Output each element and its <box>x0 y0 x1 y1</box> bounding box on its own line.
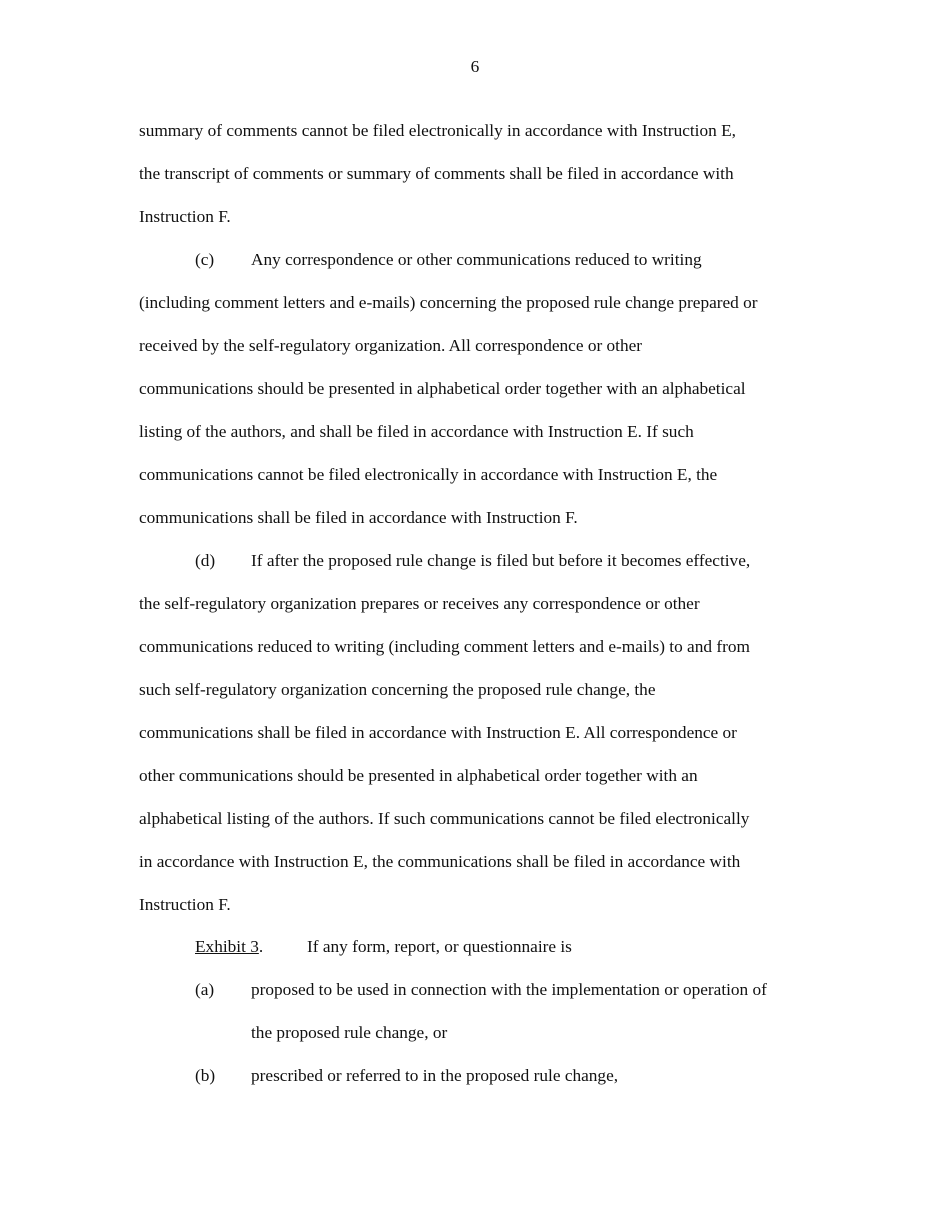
text-line: listing of the authors, and shall be filed in accordance with Instruction E. If such <box>139 422 694 441</box>
text-line: in accordance with Instruction E, the communications shall be filed in accordance with <box>139 852 741 871</box>
paragraph-label-d: (d) <box>195 551 216 570</box>
text-line: (including comment letters and e-mails) concerning the proposed rule change prepared or <box>139 293 758 312</box>
exhibit-3-title: Exhibit 3 <box>195 937 259 956</box>
list-item-label-b: (b) <box>195 1066 216 1085</box>
text-line: alphabetical listing of the authors. If such communications cannot be filed electronically <box>139 809 750 828</box>
text-line: communications reduced to writing (including comment letters and e-mails) to and from <box>139 637 750 656</box>
text-line: Instruction F. <box>139 895 231 914</box>
text-line: communications should be presented in alphabetical order together with an alphabetical <box>139 379 746 398</box>
text-line: other communications should be presented in alphabetical order together with an <box>139 766 698 785</box>
exhibit-3-heading <box>195 936 263 958</box>
paragraph-label-c: (c) <box>195 250 215 269</box>
exhibit-3-intro: If any form, report, or questionnaire is <box>307 937 572 956</box>
text-line: communications cannot be filed electronically in accordance with Instruction E, the <box>139 465 718 484</box>
text-line: such self-regulatory organization concerning the proposed rule change, the <box>139 680 656 699</box>
list-item-label-a: (a) <box>195 980 215 999</box>
text-line: Instruction F. <box>139 207 231 226</box>
text-line: Any correspondence or other communications reduced to writing <box>251 250 702 269</box>
text-line: communications shall be filed in accordance with Instruction E. All correspondence or <box>139 723 737 742</box>
text-line: the self-regulatory organization prepares or receives any correspondence or other <box>139 594 700 613</box>
text-line: communications shall be filed in accordance with Instruction F. <box>139 508 578 527</box>
text-line: If after the proposed rule change is filed but before it becomes effective, <box>251 551 751 570</box>
text-line: summary of comments cannot be filed electronically in accordance with Instruction E, <box>139 121 736 140</box>
text-line: the transcript of comments or summary of comments shall be filed in accordance with <box>139 164 734 183</box>
exhibit-3-period: . <box>258 937 264 956</box>
list-item-line: proposed to be used in connection with the implementation or operation of <box>251 980 767 999</box>
list-item-line: prescribed or referred to in the proposed rule change, <box>251 1066 619 1085</box>
page-number: 6 <box>470 57 480 76</box>
text-line: received by the self-regulatory organization. All correspondence or other <box>139 336 643 355</box>
list-item-line: the proposed rule change, or <box>251 1023 448 1042</box>
